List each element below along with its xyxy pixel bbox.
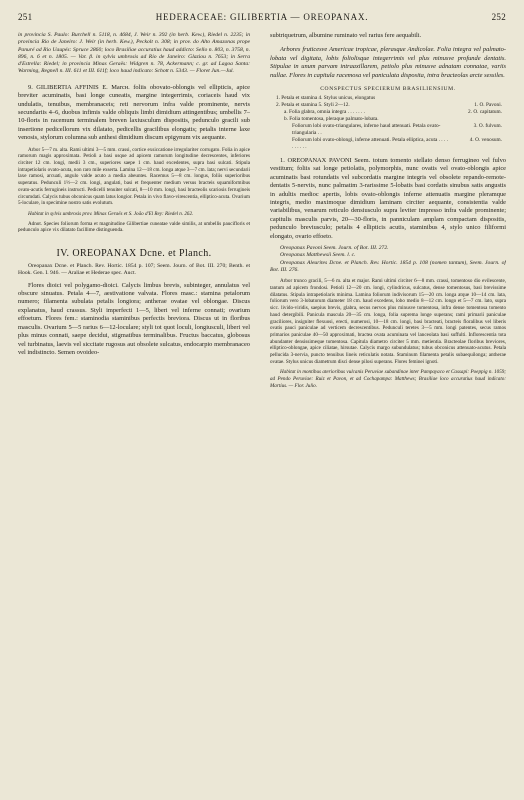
species-9-habitat: Habitat in sylvis umbrosis prov. Minas Geraës et S. João d'El Rey: Riedel n. 262. <box>28 210 194 217</box>
running-header <box>18 12 506 26</box>
species-9-adnotatio: Adnot. Species foliorum forma et magnitudine Gilibertiae cuneatae valde similis, at umbellis paucifloris et pedunculo apice vix dilatato facillime distinguenda. <box>18 220 250 234</box>
genus-heading: IV. OREOPANAX Dcne. et Planch. <box>56 248 212 260</box>
species-1-description: Arbor trunco gracili, 5—6 m. alta et major. Rami ultimi circiter 6—8 mm. crassi, tomentoso dio evilescente, tantum ad apicem frondosi. Petioli 12—20 cm. longi, cylindricus, sulcatus, dense tomentosus, basi brevissime dilatatus. Stipula intrapetiolaris minima. Lamina foliorum indivisorum 15—20 cm. longa atque 10—14 cm. lata, foliorum vero 3-lobatorum diameter 18 cm. haud excedens, lobo medio 8—12 cm. longo et 5—7 cm. lato, supra sicc. livido-viridis, saepius brevis, glabra, secus nervos plus minusve tomentosa, infra dense tomentosa tomento haud detergibili. Panicula mascula 20—35 cm. longa, folia suprema longe superans; rami primarii paniculae graciliores, insigniter flexuosi, erecti, numerosi, 10—18 cm. longi, basi bracteati, bracteis floralibus vel liberis ovatis pauci paniculae ad verticem decrescentibus. Pedunculi teretes 3—5 mm. longi patentes, secus ramos primarios paniculae 40—50 approximati, bractea ovata acuminata vel lanceolata basi suffulti. Inflorescentia tota abundanter densissimeque tomentosa. Capitula diametro circiter 5 mm. metientia. Bracteolae floribus breviores, elliptico-oblongae, apice ciliatae, hirsutae. Calycis margo subundulatus; tubus obconicus attenuato-acutus. Petala pellucida 3-nervia, puncto tenuibus lineis reticulatis notata. Staminum filamenta petalis subaequilonga; antherae ovatae. Stylus unicus diametrum disci dense pilosi superans. Flores feminei ignoti. <box>270 278 506 365</box>
key-row-text: a. Folia glabra, omnia integra . . . . . . . <box>284 109 365 116</box>
key-row <box>270 95 506 102</box>
species-key <box>270 95 506 151</box>
species-1-habitat: Habitat in montibus aterioribus vulcanis Peruviae subandinae inter Pampayaco et Cassapi: Poeppig n. 1059; ad Pendo Peruviae: Ruiz et Pavon, et ad Cochapampa: Matthews; Brasiliae loco accuratius haud indicato: Martius. — Flor. Julio. <box>270 369 506 389</box>
genus-description: Flores dioici vel polygamo-dioici. Calycis limbus brevis, subinteger, annulatus vel obscure sinuatus. Petala 4—7, aestivatione valvata. Flores masc.: stamina petalorum numero; filamenta subulata petalis longiora; antherae ovatae vel oblongae. Discus explanatus, haud crassus. Styli imperfecti 1—5, liberi vel inferne connati; ovarium effoetum. Flores fem.: staminodia staminibus perfectis breviora. Discus ut in floribus masculis. Ovarium 5—5 rarius 6—12-loculare; styli tot quot loculi, longiusculi, liberi vel plus minus connati, saepe decidui, stigmatibus terminalibus. Fructus baccatus, globosus vel turbinatus, laevis vel siccitate rugosus aut obsolete sulcatus, endocarpio membranaceo vel indistincto. Semen ovoideo- <box>18 281 250 356</box>
localities-paragraph: in provincia S. Paulo: Burchell n. 5118, n. 4684, J. Weir n. 392 (in herb. Kew.), Riedel n. 2235; in provincia Rio de Janeiro: J. Weir (in herb. Kew.), Peckolt n. 308; in prov. do Alto Amazonas prope Panuré ad Rio Uaupés: Spruce 2860; loco Brasiliae accuratius haud addicto: Sello n. 803, n. 3758, n. 896, n. 6 et n. 1805. — Var. β. in sylvis umbrosis ad Rio de Janeiro: Glaziou n. 7653; in Serra d'Estrella: Riedel; in provincia Minas Geraës: Widgren n. 78, Ackermann; c. gr. ad Lagoa Santa: Warming, Regnell n. III. 611 et III. 611f; loco haud indicato: Schott n. 5343. — Floret Jun.—Jul. <box>18 32 250 75</box>
genus-description-continued: subtriquetrum, albumine ruminato vel rarius fere aequabili. <box>270 32 422 39</box>
page-number-right: 252 <box>491 12 506 22</box>
genus-habit-paragraph: Arbores fruticesve Americae tropicae, plerasque Andicolae. Folia integra vel palmato-lobata vel digitata, lobis foliolisque integerrimis vel plus minusve profunde dentatis. Stipulae in unum parvam intraaxillarem, petiolo plus minusve adnatam connatae, variis nullae. Flores in capitula racemosa vel paniculata disposita, intra bracteolas arcte sessiles. <box>270 46 506 79</box>
genus-references: Oreopanax Dcne. et Planch. Rev. Hortic. 1854 p. 107; Seem. Journ. of Bot. III. 270; Benth. et Hook. Gen. I. 946. — Araliae et Hederae spec. Auct. <box>18 263 250 277</box>
key-row-text: 1. Petala et stamina 4. Stylus unicus, elongatus <box>276 95 376 102</box>
synonym-line: Oreopanax Aleurites Dcne. et Planch. Rev. Hortic. 1854 p. 108 (nomen tantum), Seem. Journ. of Bot. III. 276. <box>270 259 506 273</box>
key-row-text: Foliorum lobi ovato-triangulares, inferne haud attenuati. Petala ovato-triangularia . . <box>292 123 441 137</box>
running-title: HEDERACEAE: GILIBERTIA — OREOPANAX. <box>155 12 369 22</box>
species-1-diagnosis: 1. OREOPANAX PAVONI Seem. totum tomento stellato denso ferrugineo vel fulvo vestitum; foliis sat longe petiolatis, polymorphis, nunc ovatis vel ovato-oblongis apice acuminatis basi rotundatis vel subcordatis margine integris vel obsolete repando-remote-dentatis 5-nerviis, nunc palmatim 3-rarissime 5-lobatis basi cordatis sinubus satis angustis in adultis medioc apertis, lobis ovato-oblongis inferne attenuatis margine pleramque integris, medio maximoque dimidium laminam circiter aequante, consistentia valde variabilibus, venarum reticulo densiusculo supra leviter impresso infra valde prominente; capitulis masculis parvis, 20—30-floris, in panniculam amplam compactam dispositis, pedunculo breviusculo; petalis 4 ellipticis acutis, staminibus 4, stylo unico filiformi elongato, ovario effoeto. <box>270 157 506 240</box>
species-9-diagnosis: 9. GILIBERTIA AFFINIS E. Marcн. foliis obovato-oblongis vel ellipticis, apice breviter acuminatis, basi longe cuneatis, margine integerrimis, coriaceis haud vix undulatis, tenuibus, membranaceis; reti nervorum infra valde prominente, nervis secundariis 4–6, duobus infimis valde obliquis limbi dimidium attingentibus; umbellis 7–10-floris in racemum terminalem breven laxiusculum dispositis, pedunculo gracili sub insertione pedicellorum vix dilatato, pedicellis gracilibus elongatis; petalis interne laxe venosis, stylorum columna sub anthesi dimidium discum epigynum vix aequante. <box>18 83 250 142</box>
right-column <box>270 32 506 790</box>
species-1-synonyms <box>270 245 506 274</box>
key-row-species: 1. O. Pavoni. <box>474 102 502 109</box>
left-column <box>18 32 250 790</box>
key-row-text: 2. Petala et stamina 5. Styli 2—12. <box>276 102 350 109</box>
species-9-description: Arbor 5—7 m. alta. Rami ultimi 3—5 mm. crassi, cortice exsiccatione irregulariter corrugato. Folia in apice ramorum magis approximata. Petioli a basi usque ad apicem ramorum longitudine decrescentes, inferiores circiter 12 cm. longi, medii 3 cm., superiores saepe 1 cm. haud excedentes, supra basi sulcati. Stipula intrapetiolaris ovato-acuta, non raro mile exserta. Lamina 12—18 cm. longa atque 3—7 cm. lata; nervi secundarii laxe ramosi, arcuati, angulo valde acuto a media abeuntes. Racemus 5—8 cm. longus, foliis superioribus superatus. Pedunculi 1½—2 cm. longi, angulati, basi et frequenter medium versus bracteis squamiformibus ovato-acutis ferrugineis instructi. Pedicelli tenuiter sulcati, 8—10 mm. longi, basi bracteolis scariosis ferrugineis circumdati. Calycis tubus obconicus quam latus longior. Petala in vivo flavo-virescentia, elliptico-acuta. Ovarium 5-loculare, in specimine nostro satis evolutum. <box>18 146 250 207</box>
synonym-line: Oreopanax Pavoni Seem. Journ. of Bot. III. 272. <box>280 245 389 252</box>
key-row <box>270 109 506 116</box>
key-row <box>270 137 506 151</box>
key-row <box>270 102 506 109</box>
conspectus-title: CONSPECTUS SPECIERUM BRASILIENSIUM. <box>320 86 456 93</box>
page-number-left: 251 <box>18 12 33 22</box>
key-row <box>270 116 506 123</box>
synonym-line: Oreopanax Matthewsii Seem. l. c. <box>280 252 356 259</box>
key-row-text: Foliorum lobi ovato-oblongi, inferne attenuati. Petala elliptica, acuta . . . . . . . . . . <box>292 137 448 151</box>
key-row-species: 4. O. venosum. <box>469 137 502 144</box>
key-row-species: 3. O. fulvum. <box>473 123 502 130</box>
key-row-species: 2. O. capitatum. <box>468 109 502 116</box>
key-row-text: b. Folia tomentosa, pleraque palmato-lobata. <box>284 116 379 123</box>
key-row <box>270 123 506 137</box>
